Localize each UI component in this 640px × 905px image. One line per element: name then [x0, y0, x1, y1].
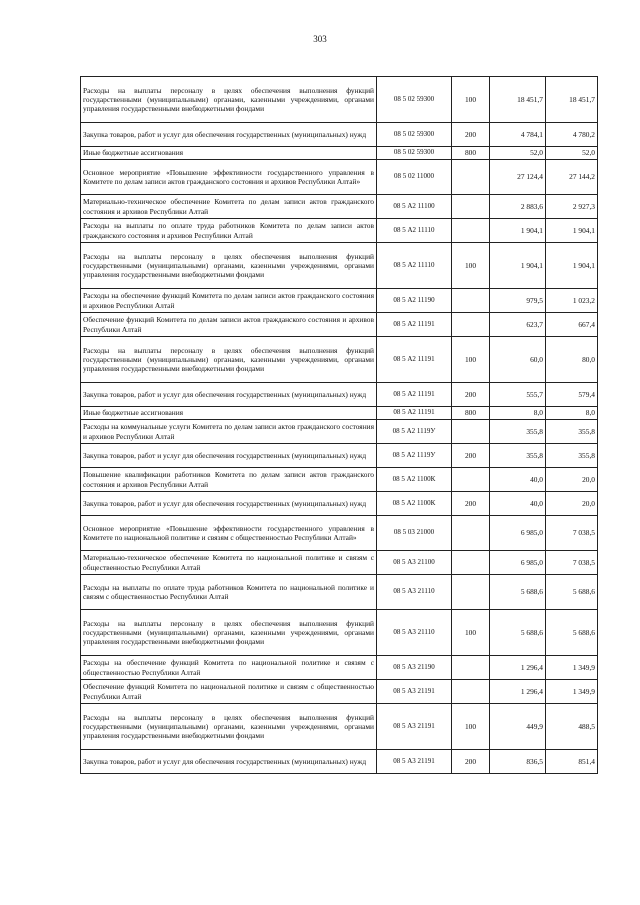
expense-name-cell: Расходы на обеспечение функций Комитета по национальной политике и связям с общественностью Республики Алтай [81, 656, 377, 680]
amount-second-cell: 2 927,3 [546, 195, 598, 219]
target-code-cell: 08 5 02 11000 [377, 160, 452, 195]
expense-type-cell [452, 575, 490, 610]
amount-second-cell: 1 023,2 [546, 289, 598, 313]
amount-first-cell: 355,8 [490, 444, 546, 468]
expense-type-cell: 200 [452, 444, 490, 468]
target-code-cell: 08 5 А2 11190 [377, 289, 452, 313]
expense-name-cell: Обеспечение функций Комитета по национальной политике и связям с общественностью Республики Алтай [81, 680, 377, 704]
table-row [81, 468, 598, 492]
expense-name-cell: Основное мероприятие «Повышение эффективности государственного управления в Комитете по делам записи актов гражданского состояния и архивов Республики Алтай» [81, 160, 377, 195]
amount-second-cell: 1 904,1 [546, 243, 598, 289]
expense-name-cell: Обеспечение функций Комитета по делам записи актов гражданского состояния и архивов Республики Алтай [81, 313, 377, 337]
table-row [81, 492, 598, 516]
expense-name-cell: Иные бюджетные ассигнования [81, 407, 377, 420]
table-row [81, 289, 598, 313]
amount-first-cell: 449,9 [490, 704, 546, 750]
table-row [81, 444, 598, 468]
expense-name-cell: Расходы на выплаты по оплате труда работников Комитета по национальной политике и связям с общественностью Республики Алтай [81, 575, 377, 610]
table-row [81, 147, 598, 160]
expense-name-cell: Иные бюджетные ассигнования [81, 147, 377, 160]
expense-name-cell: Повышение квалификации работников Комитета по делам записи актов гражданского состояния и архивов Республики Алтай [81, 468, 377, 492]
table-row [81, 704, 598, 750]
target-code-cell: 08 5 А3 21191 [377, 704, 452, 750]
expense-type-cell: 100 [452, 243, 490, 289]
amount-first-cell: 8,0 [490, 407, 546, 420]
target-code-cell: 08 5 А3 21190 [377, 656, 452, 680]
expense-type-cell [452, 551, 490, 575]
amount-second-cell: 7 038,5 [546, 516, 598, 551]
amount-second-cell: 18 451,7 [546, 77, 598, 123]
table-row [81, 77, 598, 123]
target-code-cell: 08 5 А2 1119У [377, 420, 452, 444]
amount-second-cell: 1 904,1 [546, 219, 598, 243]
table-row [81, 243, 598, 289]
amount-first-cell: 1 296,4 [490, 680, 546, 704]
table-row [81, 680, 598, 704]
amount-second-cell: 80,0 [546, 337, 598, 383]
table-row [81, 750, 598, 774]
amount-second-cell: 5 688,6 [546, 610, 598, 656]
amount-first-cell: 6 985,0 [490, 516, 546, 551]
amount-second-cell: 5 688,6 [546, 575, 598, 610]
amount-first-cell: 836,5 [490, 750, 546, 774]
expense-name-cell: Материально-техническое обеспечение Комитета по национальной политике и связям с общественностью Республики Алтай [81, 551, 377, 575]
table-row [81, 383, 598, 407]
expense-type-cell: 200 [452, 123, 490, 147]
expense-type-cell [452, 516, 490, 551]
expense-name-cell: Расходы на выплаты персоналу в целях обеспечения выполнения функций государственными (муниципальными) органами, казенными учреждениями, органами управления государственными внебюджетными фондами [81, 337, 377, 383]
expense-name-cell: Закупка товаров, работ и услуг для обеспечения государственных (муниципальных) нужд [81, 750, 377, 774]
target-code-cell: 08 5 А2 11191 [377, 383, 452, 407]
target-code-cell: 08 5 А2 11100 [377, 195, 452, 219]
expense-type-cell [452, 313, 490, 337]
amount-second-cell: 355,8 [546, 420, 598, 444]
amount-second-cell: 1 349,9 [546, 680, 598, 704]
expense-name-cell: Материально-техническое обеспечение Комитета по делам записи актов гражданского состояния и архивов Республики Алтай [81, 195, 377, 219]
amount-second-cell: 8,0 [546, 407, 598, 420]
expense-name-cell: Закупка товаров, работ и услуг для обеспечения государственных (муниципальных) нужд [81, 123, 377, 147]
expense-name-cell: Расходы на обеспечение функций Комитета по делам записи актов гражданского состояния и архивов Республики Алтай [81, 289, 377, 313]
table-row [81, 551, 598, 575]
expense-type-cell: 100 [452, 704, 490, 750]
table-row [81, 516, 598, 551]
target-code-cell: 08 5 А3 21191 [377, 680, 452, 704]
amount-second-cell: 20,0 [546, 468, 598, 492]
expense-name-cell: Расходы на выплаты по оплате труда работников Комитета по делам записи актов гражданского состояния и архивов Республики Алтай [81, 219, 377, 243]
amount-first-cell: 40,0 [490, 492, 546, 516]
target-code-cell: 08 5 А3 21110 [377, 610, 452, 656]
amount-first-cell: 355,8 [490, 420, 546, 444]
amount-first-cell: 555,7 [490, 383, 546, 407]
target-code-cell: 08 5 А2 1100К [377, 468, 452, 492]
amount-second-cell: 667,4 [546, 313, 598, 337]
amount-first-cell: 4 784,1 [490, 123, 546, 147]
target-code-cell: 08 5 03 21000 [377, 516, 452, 551]
amount-second-cell: 20,0 [546, 492, 598, 516]
expense-type-cell: 800 [452, 147, 490, 160]
expense-type-cell: 800 [452, 407, 490, 420]
expense-type-cell [452, 195, 490, 219]
table-row [81, 656, 598, 680]
amount-first-cell: 52,0 [490, 147, 546, 160]
expense-name-cell: Расходы на выплаты персоналу в целях обеспечения выполнения функций государственными (муниципальными) органами, казенными учреждениями, органами управления государственными внебюджетными фондами [81, 610, 377, 656]
target-code-cell: 08 5 А2 1100К [377, 492, 452, 516]
budget-table-body [81, 77, 598, 774]
target-code-cell: 08 5 А2 11191 [377, 337, 452, 383]
table-row [81, 160, 598, 195]
amount-first-cell: 1 904,1 [490, 219, 546, 243]
amount-first-cell: 40,0 [490, 468, 546, 492]
amount-first-cell: 27 124,4 [490, 160, 546, 195]
expense-type-cell: 200 [452, 492, 490, 516]
amount-first-cell: 5 688,6 [490, 610, 546, 656]
amount-first-cell: 623,7 [490, 313, 546, 337]
amount-first-cell: 1 296,4 [490, 656, 546, 680]
expense-type-cell [452, 160, 490, 195]
expense-type-cell [452, 468, 490, 492]
expense-type-cell: 200 [452, 383, 490, 407]
target-code-cell: 08 5 А2 11191 [377, 313, 452, 337]
amount-second-cell: 4 780,2 [546, 123, 598, 147]
amount-second-cell: 579,4 [546, 383, 598, 407]
expense-type-cell [452, 680, 490, 704]
expense-name-cell: Расходы на коммунальные услуги Комитета по делам записи актов гражданского состояния и архивов Республики Алтай [81, 420, 377, 444]
expense-type-cell [452, 420, 490, 444]
target-code-cell: 08 5 А3 21100 [377, 551, 452, 575]
expense-type-cell: 200 [452, 750, 490, 774]
expense-name-cell: Расходы на выплаты персоналу в целях обеспечения выполнения функций государственными (муниципальными) органами, казенными учреждениями, органами управления государственными внебюджетными фондами [81, 77, 377, 123]
table-row [81, 337, 598, 383]
table-row [81, 313, 598, 337]
amount-first-cell: 1 904,1 [490, 243, 546, 289]
expense-type-cell [452, 656, 490, 680]
amount-first-cell: 2 883,6 [490, 195, 546, 219]
amount-second-cell: 355,8 [546, 444, 598, 468]
table-row [81, 610, 598, 656]
expense-type-cell: 100 [452, 77, 490, 123]
target-code-cell: 08 5 А2 11110 [377, 243, 452, 289]
expense-name-cell: Закупка товаров, работ и услуг для обеспечения государственных (муниципальных) нужд [81, 492, 377, 516]
expense-type-cell: 100 [452, 610, 490, 656]
amount-second-cell: 1 349,9 [546, 656, 598, 680]
expense-type-cell: 100 [452, 337, 490, 383]
amount-first-cell: 6 985,0 [490, 551, 546, 575]
amount-first-cell: 18 451,7 [490, 77, 546, 123]
amount-first-cell: 60,0 [490, 337, 546, 383]
amount-second-cell: 27 144,2 [546, 160, 598, 195]
target-code-cell: 08 5 А2 1119У [377, 444, 452, 468]
expense-type-cell [452, 219, 490, 243]
amount-second-cell: 488,5 [546, 704, 598, 750]
table-row [81, 407, 598, 420]
target-code-cell: 08 5 А3 21110 [377, 575, 452, 610]
target-code-cell: 08 5 02 59300 [377, 77, 452, 123]
amount-first-cell: 5 688,6 [490, 575, 546, 610]
amount-second-cell: 7 038,5 [546, 551, 598, 575]
expense-type-cell [452, 289, 490, 313]
table-row [81, 195, 598, 219]
amount-second-cell: 851,4 [546, 750, 598, 774]
page-number: 303 [313, 34, 327, 44]
table-row [81, 123, 598, 147]
target-code-cell: 08 5 А2 11191 [377, 407, 452, 420]
expense-name-cell: Расходы на выплаты персоналу в целях обеспечения выполнения функций государственными (муниципальными) органами, казенными учреждениями, органами управления государственными внебюджетными фондами [81, 243, 377, 289]
expense-name-cell: Расходы на выплаты персоналу в целях обеспечения выполнения функций государственными (муниципальными) органами, казенными учреждениями, органами управления государственными внебюджетными фондами [81, 704, 377, 750]
expense-name-cell: Закупка товаров, работ и услуг для обеспечения государственных (муниципальных) нужд [81, 444, 377, 468]
target-code-cell: 08 5 А2 11110 [377, 219, 452, 243]
table-row [81, 420, 598, 444]
target-code-cell: 08 5 02 59300 [377, 147, 452, 160]
target-code-cell: 08 5 02 59300 [377, 123, 452, 147]
amount-first-cell: 979,5 [490, 289, 546, 313]
target-code-cell: 08 5 А3 21191 [377, 750, 452, 774]
expense-name-cell: Закупка товаров, работ и услуг для обеспечения государственных (муниципальных) нужд [81, 383, 377, 407]
table-row [81, 575, 598, 610]
table-row [81, 219, 598, 243]
budget-table [80, 76, 598, 774]
amount-second-cell: 52,0 [546, 147, 598, 160]
expense-name-cell: Основное мероприятие «Повышение эффективности государственного управления в Комитете по национальной политике и связям с общественностью Республики Алтай» [81, 516, 377, 551]
